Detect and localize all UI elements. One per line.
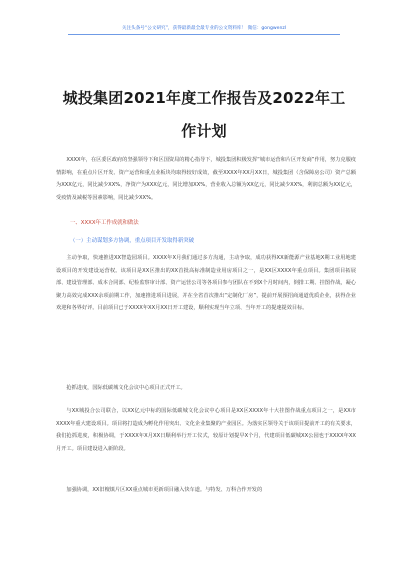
header-banner: 关注头条号“公文研究”，获得最新最全最专业的公文资料库！ 微信：gongwenzl xyxy=(121,26,287,31)
banner-divider xyxy=(68,34,340,35)
body-paragraph-1: 主动争取，快速推进XX智造园项目。XXXX年X月我们通过多方沟通，主动争取，成功获得XX新能源产业基地X期工业用地建设项目的开发建设运营权。该项目是XX区推出的XX首批高标准制造业用房项目之一，是XX区XXXX年重点项目。集团项目拓展部、建设管理部、成本合同部、纪检监察审计部、资产运营公司等各项目参与团队在不到X个月时间内，倒排工期、挂图作战，凝心聚力高效完成XXX余项前期工作，加速推进项目进展，并在全省首次推出“定制化厂房”，提前开展预招商通道优质企业，获得企业欢迎和各界好评。目前项目已于XXXX年XX月XX日开工建设，顺利实现当年立项、当年开工的提速提效目标。 xyxy=(56,255,356,312)
intro-paragraph: XXXX年，在区委区政府的坚强领导下和区国资局的精心指导下，城投集团积极发挥“城市运营和片区开发商”作用，努力克服疫情影响，在重点片区开发、资产运营和重点业板块均取得较好成效，截至XXXX年XX月XX日，城投集团（含保障房公司）资产总额为XXX亿元，同比减少XX%，净资产为XXX亿元，同比增加XX%，营业收入总额为XX亿元，同比减少XX%，利润总额为XX亿元，受疫情及减税等因素影响，同比减少XX%。 xyxy=(56,157,356,201)
body-paragraph-4: 加强协调，XX旧檀镇片区XX重点城市更新项目融入快车道。与特发、万科合作开发的 xyxy=(66,487,263,493)
document-title-line-2: 作计划 xyxy=(181,122,227,140)
subsection-heading: （一）主动谋划多方协调，重点项目开发取得新突破 xyxy=(70,238,194,244)
body-paragraph-2: 抢抓进度，国际低碳城文化会议中心项目正式开工。 xyxy=(66,385,186,391)
body-paragraph-3: 与XX城投合公司联合，以XX亿元中标的国际低碳城文化会议中心项目是XX区XXXX年十大挂图作战重点项目之一，是XX市XXXX年重大建设项目。项目将打造成为孵化作用突出、文化企业集聚的产业园区。为落实区领导关于该项目提前开工的有关要求，我们抢抓进度，积极协调，于XXXX年X月XX日顺利举行开工仪式，较原计划提早X个月，代建项目低碳城XX公园也于XXXX年XX月开工。项目建设进入新阶段。 xyxy=(56,408,356,452)
document-title-line-1: 城投集团2021年度工作报告及2022年工 xyxy=(62,89,346,107)
section-heading: 一、XXXX年工作成就和做法 xyxy=(70,220,139,226)
